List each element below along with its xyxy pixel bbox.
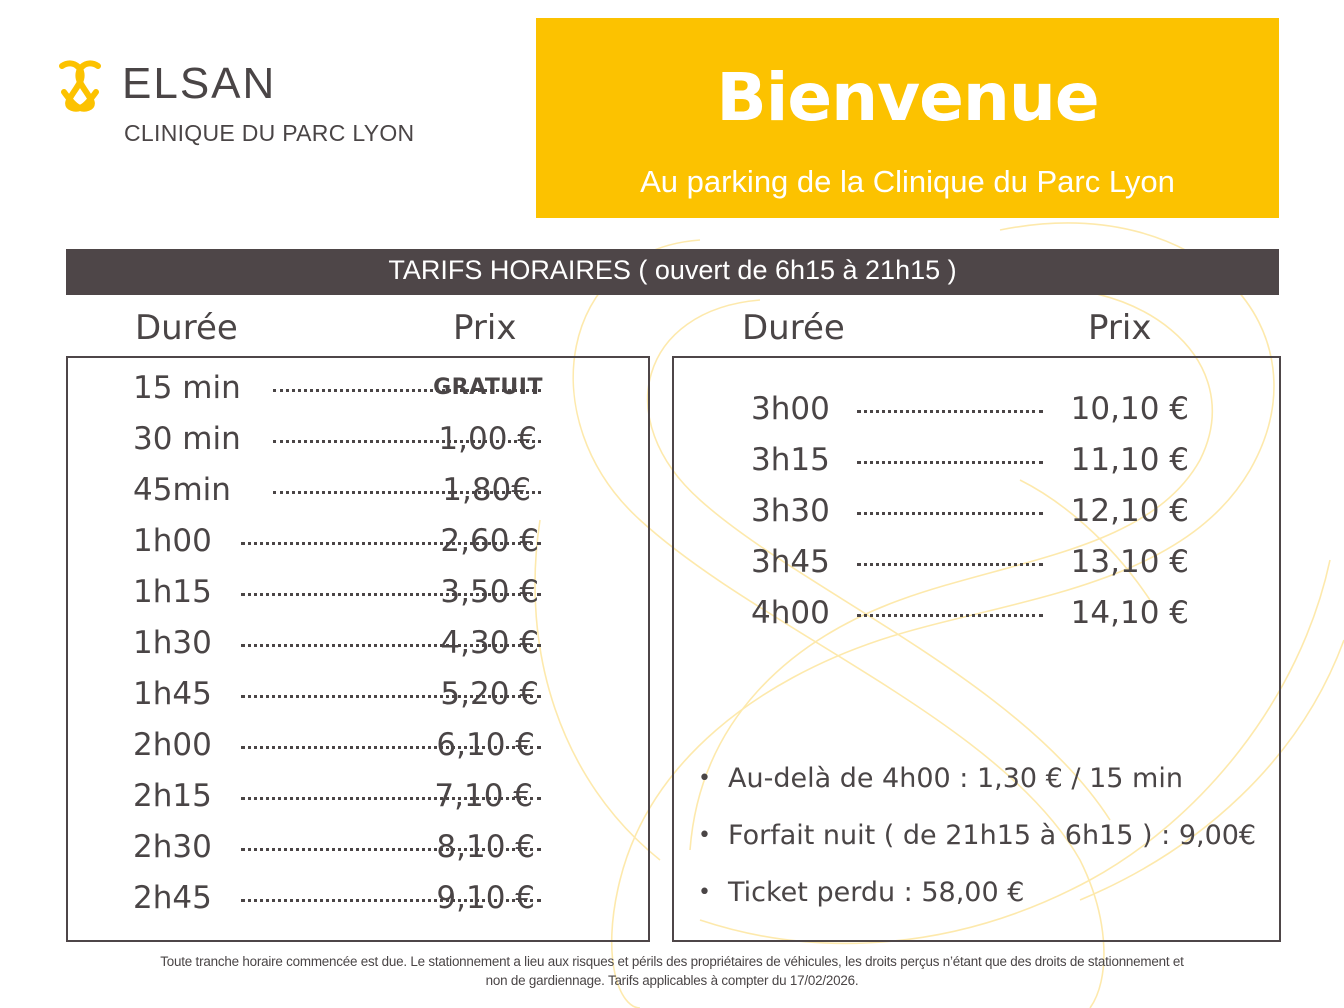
note-item-night-rate <box>698 811 1256 868</box>
bullet: • <box>698 766 711 791</box>
price-label: 5,20 € <box>440 676 539 712</box>
tariff-row <box>133 824 553 870</box>
duration-label: 3h00 <box>751 391 830 427</box>
tariff-row <box>133 518 553 564</box>
footer-line-2: non de gardiennage. Tarifs applicables à compter du 17/02/2026. <box>485 973 859 988</box>
tariff-row <box>751 488 1191 534</box>
tariff-row <box>133 773 553 819</box>
left-duration-header: Durée <box>135 308 238 348</box>
clinic-logo <box>52 56 452 156</box>
price-label: 6,10 € <box>436 727 535 763</box>
tariff-row <box>751 539 1191 585</box>
price-label: 12,10 € <box>1070 493 1189 529</box>
tariff-row <box>133 875 553 921</box>
duration-label: 1h45 <box>133 676 212 712</box>
dot-leader <box>857 563 1043 566</box>
tariff-row <box>751 590 1191 636</box>
duration-label: 30 min <box>133 421 241 457</box>
tariff-row <box>751 386 1191 432</box>
note-item-overtime <box>698 754 1256 811</box>
note-text: Ticket perdu : 58,00 € <box>728 877 1025 908</box>
price-label: GRATUIT <box>433 375 543 400</box>
duration-label: 2h45 <box>133 880 212 916</box>
price-label: 3,50 € <box>440 574 539 610</box>
right-price-header: Prix <box>1088 308 1152 348</box>
legal-footer <box>60 952 1284 990</box>
dot-leader <box>857 614 1043 617</box>
tariff-row <box>751 437 1191 483</box>
duration-label: 15 min <box>133 370 241 406</box>
clinic-name: CLINIQUE DU PARC LYON <box>124 120 415 146</box>
footer-line-1: Toute tranche horaire commencée est due. Le stationnement a lieu aux risques et périls des propriétaires de véhicules, les droits perçus n’étant que des droits de stationnement et <box>160 954 1184 969</box>
price-label: 1,80€ <box>442 472 531 508</box>
duration-label: 3h15 <box>751 442 830 478</box>
price-label: 11,10 € <box>1070 442 1189 478</box>
tariff-row <box>133 671 553 717</box>
left-price-header: Prix <box>453 308 517 348</box>
tariff-row <box>133 416 553 462</box>
duration-label: 1h15 <box>133 574 212 610</box>
welcome-banner <box>536 18 1279 218</box>
price-label: 1,00 € <box>438 421 537 457</box>
tariff-row <box>133 569 553 615</box>
duration-label: 2h00 <box>133 727 212 763</box>
price-label: 14,10 € <box>1070 595 1189 631</box>
price-label: 9,10 € <box>436 880 535 916</box>
tariff-row <box>133 467 553 513</box>
duration-label: 1h00 <box>133 523 212 559</box>
price-label: 2,60 € <box>440 523 539 559</box>
opening-hours-bar: TARIFS HORAIRES ( ouvert de 6h15 à 21h15 ) <box>66 249 1279 295</box>
tariff-row <box>133 620 553 666</box>
duration-label: 1h30 <box>133 625 212 661</box>
banner-subtitle: Au parking de la Clinique du Parc Lyon <box>640 164 1175 199</box>
dot-leader <box>857 410 1043 413</box>
note-text: Forfait nuit ( de 21h15 à 6h15 ) : 9,00€ <box>728 820 1257 851</box>
price-label: 4,30 € <box>440 625 539 661</box>
price-label: 13,10 € <box>1070 544 1189 580</box>
price-label: 8,10 € <box>436 829 535 865</box>
tariff-row <box>133 365 553 411</box>
dot-leader <box>857 461 1043 464</box>
note-text: Au-delà de 4h00 : 1,30 € / 15 min <box>728 763 1183 794</box>
banner-title: Bienvenue <box>716 59 1099 136</box>
duration-label: 2h30 <box>133 829 212 865</box>
duration-label: 4h00 <box>751 595 830 631</box>
duration-label: 3h30 <box>751 493 830 529</box>
tariff-row <box>133 722 553 768</box>
duration-label: 3h45 <box>751 544 830 580</box>
duration-label: 2h15 <box>133 778 212 814</box>
extra-tariff-notes <box>698 754 1256 925</box>
price-label: 7,10 € <box>434 778 533 814</box>
bullet: • <box>698 823 711 848</box>
bullet: • <box>698 880 711 905</box>
right-duration-header: Durée <box>742 308 845 348</box>
duration-label: 45min <box>133 472 231 508</box>
price-label: 10,10 € <box>1070 391 1189 427</box>
elsan-logo-icon <box>52 56 108 112</box>
note-item-lost-ticket <box>698 868 1256 925</box>
dot-leader <box>857 512 1043 515</box>
brand-name: ELSAN <box>122 59 277 108</box>
